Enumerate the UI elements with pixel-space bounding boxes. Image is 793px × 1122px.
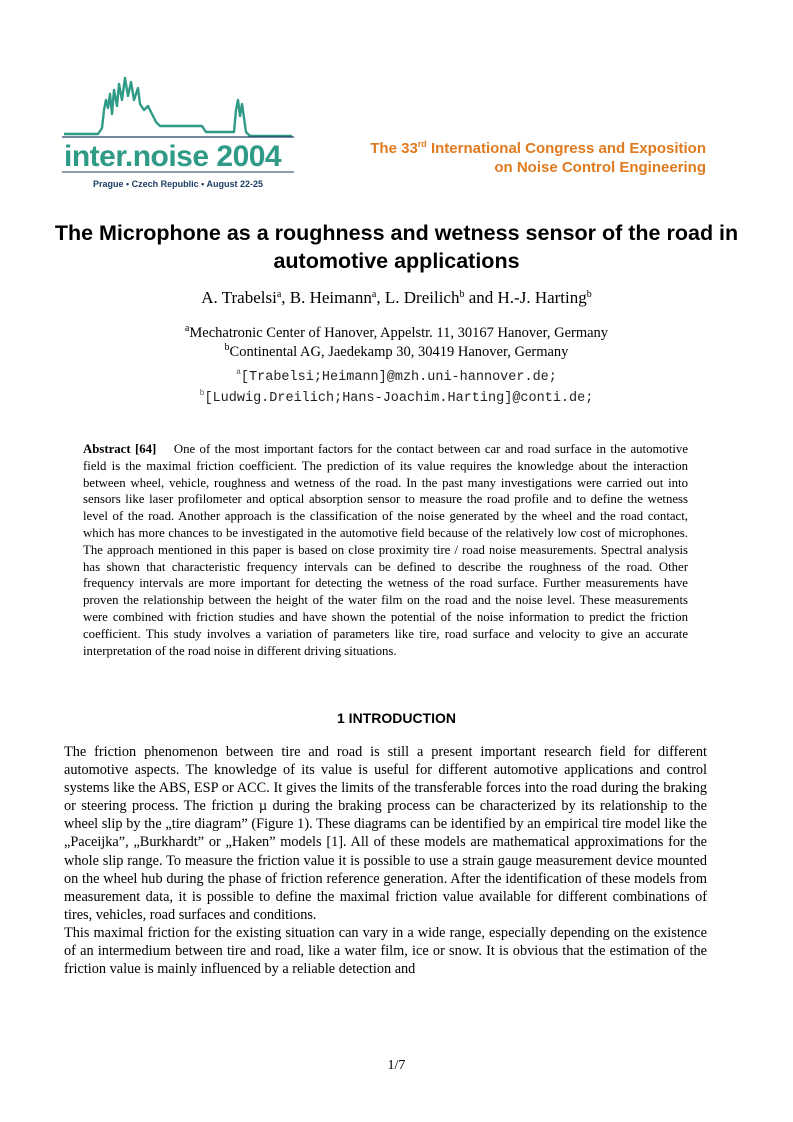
congress-line1-sup: rd (417, 139, 427, 149)
prague-skyline-icon (62, 70, 294, 194)
author-name: L. Dreilich (384, 288, 460, 307)
author-separator: , (376, 288, 385, 307)
affiliation-sup: b (224, 341, 230, 353)
author-affil-sup: b (459, 289, 465, 300)
email-line (40, 367, 753, 388)
congress-line2: on Noise Control Engineering (494, 159, 706, 176)
affiliation-text: Continental AG, Jaedekamp 30, 30419 Hanover, Germany (229, 343, 569, 360)
body-text (64, 743, 707, 978)
affiliation-line (40, 324, 753, 343)
author-separator: , (281, 288, 290, 307)
email-sup: a (236, 368, 241, 377)
author-name: H.-J. Harting (497, 288, 587, 307)
congress-heading (370, 139, 706, 177)
email-list (40, 367, 753, 409)
body-paragraph: The friction phenomenon between tire and road is still a present important research field for different automotive aspects. The knowledge of its value is useful for different automotive applications and control systems like the ABS, ESP or ACC. It gives the limits of the transferable forces into the road during the braking or steering process. The friction µ during the braking process can be characterized by its relationship to the wheel slip by the „tire diagram” (Figure 1). These diagrams can be identified by an empirical tire model like the „Paceijka”, „Burkhardt” or „Haken” models [1]. All of these models are mathematical approximations for the whole slip range. To measure the friction value it is possible to use a strain gauge measurement device mounted on the wheel hub during the phase of friction reference generation. After the identification of these models from measurement data, it is possible to define the maximal friction value available for different combinations of tires, vehicles, road surfaces and conditions. (64, 744, 707, 923)
author-affil-sup: a (371, 289, 377, 300)
author-affil-sup: b (586, 289, 592, 300)
paper-title: The Microphone as a roughness and wetness sensor of the road in automotive applications (54, 221, 739, 273)
abstract-text: One of the most important factors for the contact between car and road surface in the automotive field is the maximal friction coefficient. The prediction of its value requires the knowledge about the interaction between wheel, vehicle, roughness and wetness of the road. In the past many investigations were carried out into sensors like laser profilometer and optical absorption sensor to measure the road profile and to define the wetness level of the road. Another approach is the classification of the noise generated by the wheel and the road contact, which has more chances to be investigated in the automotive field because of the relatively low cost of microphones. The approach mentioned in this paper is based on close proximity tire / road noise measurements. Spectral analysis has shown that characteristic frequency intervals can be defined to describe the roughness of the road. Other frequency intervals are more important for detecting the wetness of the road surface. Further measurements have proven the relationship between the height of the water film on the road and the noise level. These measurements were combined with friction studies and have shown the potential of the noise information to predict the friction coefficient. This study involves a variation of parameters like tire, road surface and velocity to give an accurate interpretation of the road noise in different driving situations. (83, 442, 689, 658)
affiliation-sup: a (184, 323, 190, 334)
author-separator: and (464, 288, 498, 307)
inter-noise-logo (62, 70, 294, 194)
body-paragraph: This maximal friction for the existing situation can vary in a wide range, especially depending on the existence of an intermedium between tire and road, like a water film, ice or snow. It is obvious that the estimation of the friction value is mainly influenced by a reliable detection and (64, 924, 707, 978)
affiliation-line (40, 343, 753, 362)
section-heading: 1 INTRODUCTION (337, 710, 456, 726)
abstract (83, 441, 688, 659)
author-list (40, 288, 753, 308)
congress-line1-post: International Congress and Exposition (426, 140, 706, 157)
abstract-label: Abstract [64] (83, 442, 157, 456)
author-affil-sup: a (276, 289, 282, 300)
email-text: [Trabelsi;Heimann]@mzh.uni-hannover.de; (240, 370, 557, 385)
author-name: B. Heimann (289, 288, 372, 307)
affiliations (40, 324, 753, 361)
logo-tagline: Prague • Czech Republic • August 22-25 (92, 179, 263, 189)
author-name: A. Trabelsi (201, 288, 277, 307)
email-line (40, 388, 753, 409)
affiliation-text: Mechatronic Center of Hanover, Appelstr. 11, 30167 Hanover, Germany (189, 325, 609, 341)
email-sup: b (199, 389, 205, 398)
logo-wordmark: inter.noise 2004 (64, 140, 282, 173)
page-number: 1/7 (387, 1058, 406, 1073)
congress-line1-pre: The 33 (370, 140, 418, 157)
email-text: [Ludwig.Dreilich;Hans-Joachim.Harting]@conti.de; (204, 391, 594, 406)
